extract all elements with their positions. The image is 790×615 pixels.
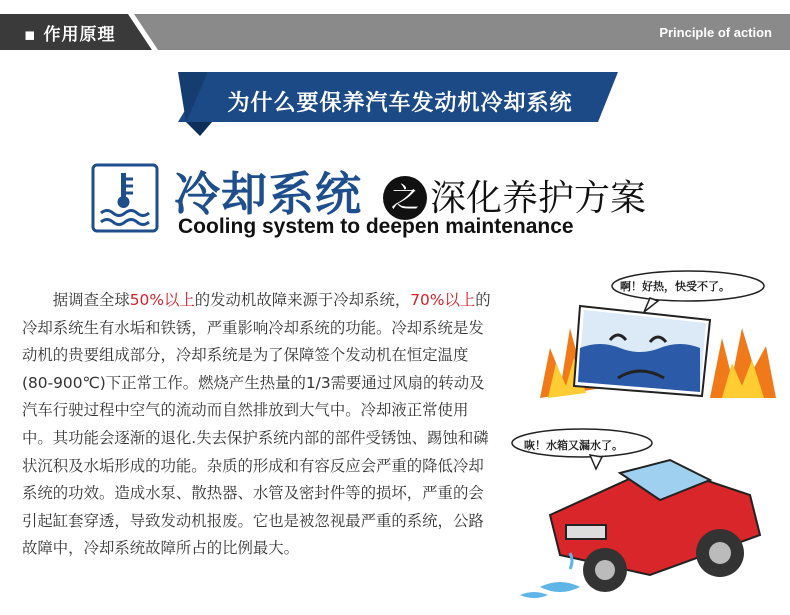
coolant-temperature-icon [91,163,159,233]
body-text-part: 的冷却系统生有水垢和铁锈，严重影响冷却系统的功能。冷却系统是发动机的贵要组成部分，冷却系统是为了保障签个发动机在恒定温度(80-900℃)下正常工作。燃烧产生热量的1/3需要通过风扇的转动及汽车行驶过程中空气的流动而自然排放到大气中。冷却液正常使用中。其功能会逐渐的退化.失去保护系统内部的部件受锈蚀、踢蚀和磷状沉积及水垢形成的功能。杂质的形成和有容反应会严重的降低冷却系统的功效。造成水泵、散热器、水管及密封件等的损坏，严重的会引起缸套穿透，导致发动机报废。它也是被忽视最严重的系统，公路故障中，冷却系统故障所占的比例最大。 [22,291,491,558]
highlight-50-percent: 50%以上 [129,291,195,309]
body-text-part: 的发动机故障来源于冷却系统， [194,291,411,309]
highlight-70-percent: 70%以上 [410,291,476,309]
main-title: 冷却系统 [174,167,362,221]
speech-bubble-hot: 啊！好热，快受不了。 [620,280,730,293]
body-text-part: 据调查全球 [52,291,130,309]
section-title: ▪ 作用原理 [24,25,116,45]
banner-title: 为什么要保养汽车发动机冷却系统 [227,91,573,116]
title-connector: 之 [383,176,427,220]
title-subtitle: 深化养护方案 [430,178,647,219]
section-title-en: Principle of action [659,25,772,40]
speech-bubble-leak: 咴！水箱又漏水了。 [524,439,623,452]
body-paragraph [22,287,494,563]
title-english: Cooling system to deepen maintenance [178,215,574,238]
